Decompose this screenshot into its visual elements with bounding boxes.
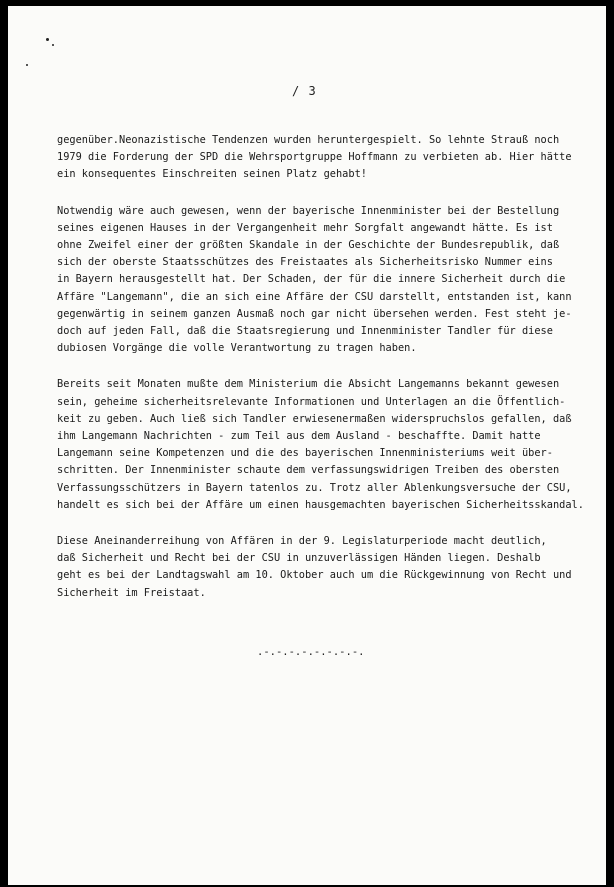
page-number: / 3	[292, 84, 317, 98]
text-line: 1979 die Forderung der SPD die Wehrsportgruppe Hoffmann zu verbieten ab. Hier hätte	[57, 151, 572, 164]
text-line: Verfassungsschützers in Bayern tatenlos zu. Trotz aller Ablenkungsversuche der CSU,	[57, 481, 572, 494]
text-line: doch auf jeden Fall, daß die Staatsregierung und Innenminister Tandler für diese	[57, 325, 553, 338]
text-line: sein, geheime sicherheitsrelevante Informationen und Unterlagen an die Öffentlich-	[57, 395, 566, 408]
text-line: ihm Langemann Nachrichten - zum Teil aus dem Ausland - beschaffte. Damit hatte	[57, 430, 541, 443]
text-line: Diese Aneinanderreihung von Affären in der 9. Legislaturperiode macht deutlich,	[57, 535, 547, 548]
text-line: keit zu geben. Auch ließ sich Tandler erwiesenermaßen widerspruchslos gefallen, daß	[57, 412, 572, 425]
text-line: sich der oberste Staatsschützes des Freistaates als Sicherheitsrisko Nummer eins	[57, 256, 553, 269]
paragraph	[57, 376, 584, 514]
text-line: Notwendig wäre auch gewesen, wenn der bayerische Innenminister bei der Bestellung	[57, 204, 560, 217]
text-line: schritten. Der Innenminister schaute dem verfassungswidrigen Treiben des obersten	[57, 464, 560, 477]
body-text	[57, 132, 584, 621]
scan-speck	[46, 38, 49, 41]
document-page	[8, 6, 606, 885]
text-line: ohne Zweifel einer der größten Skandale in der Geschichte der Bundesrepublik, daß	[57, 239, 560, 252]
paragraph	[57, 203, 577, 358]
paragraph	[57, 533, 577, 602]
text-line: daß Sicherheit und Recht bei der CSU in unzuverlässigen Händen liegen. Deshalb	[57, 552, 541, 565]
scan-speck	[52, 44, 54, 46]
text-line: gegenüber.Neonazistische Tendenzen wurden heruntergespielt. So lehnte Strauß noch	[57, 134, 560, 146]
text-line: Sicherheit im Freistaat.	[57, 586, 206, 599]
text-line: Langemann seine Kompetenzen und die des bayerischen Innenministeriums weit über-	[57, 447, 553, 460]
text-line: handelt es sich bei der Affäre um einen hausgemachten bayerischen Sicherheitsskandal.	[57, 498, 584, 511]
text-line: Affäre "Langemann", die an sich eine Affäre der CSU darstellt, entstanden ist, kann	[57, 290, 572, 303]
text-line: gegenwärtig in seinem ganzen Ausmaß noch gar nicht übersehen werden. Fest steht je-	[57, 307, 572, 320]
paragraph	[57, 132, 577, 184]
end-separator: .-.-.-.-.-.-.-.-.	[257, 646, 365, 658]
text-line: in Bayern herausgestellt hat. Der Schaden, der für die innere Sicherheit durch die	[57, 273, 566, 286]
text-line: Bereits seit Monaten mußte dem Ministerium die Absicht Langemanns bekannt gewesen	[57, 378, 560, 391]
text-line: ein konsequentes Einschreiten seinen Platz gehabt!	[57, 168, 367, 181]
scan-speck	[26, 64, 28, 66]
text-line: geht es bei der Landtagswahl am 10. Oktober auch um die Rückgewinnung von Recht und	[57, 569, 572, 582]
text-line: seines eigenen Hauses in der Vergangenheit mehr Sorgfalt angewandt hätte. Es ist	[57, 221, 553, 234]
text-line: dubiosen Vorgänge die volle Verantwortung zu tragen haben.	[57, 342, 417, 355]
